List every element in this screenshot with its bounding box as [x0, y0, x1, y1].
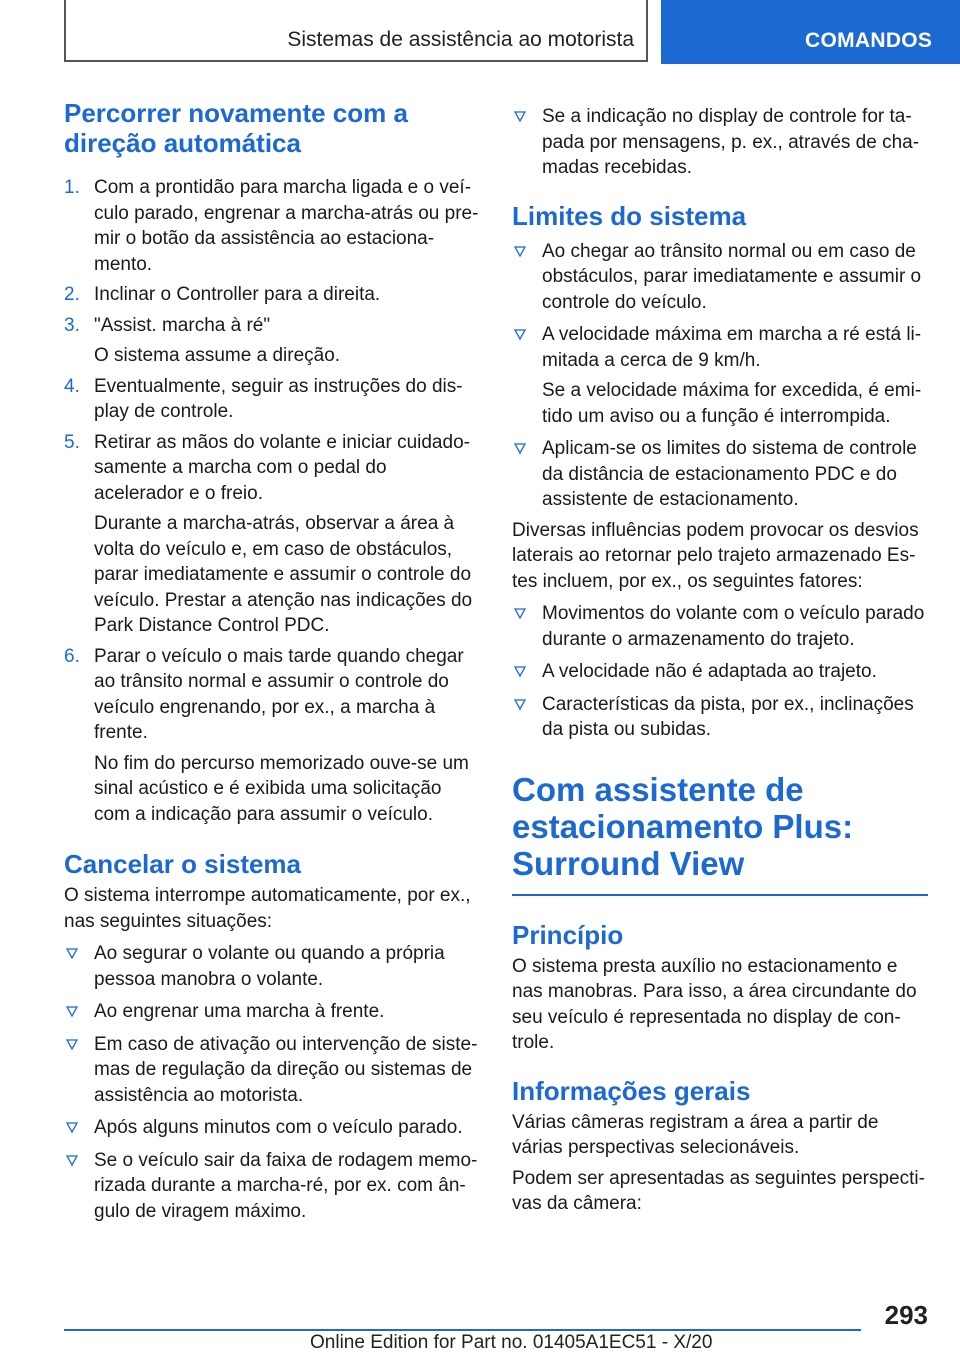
triangle-bullet-icon — [66, 1039, 78, 1051]
bullet-text: A velocidade não é adaptada ao trajeto. — [542, 661, 877, 682]
triangle-bullet-icon — [66, 1006, 78, 1018]
section-tab-label: COMANDOS — [805, 29, 933, 52]
bullet-item — [512, 692, 928, 743]
heading-repeat-route: Percorrer novamente com a direção automática — [64, 98, 408, 158]
step-number: 5. — [64, 431, 80, 453]
page-number: 293 — [884, 1300, 928, 1330]
principle-text: O sistema presta auxílio no estacionamento e nas manobras. Para isso, a área circundante do seu veículo é representada no display de controle. — [512, 955, 917, 1053]
triangle-bullet-icon — [514, 246, 526, 258]
triangle-bullet-icon — [514, 111, 526, 123]
bullet-text: Movimentos do volante com o veículo parado durante o armazenamento do trajeto. — [542, 603, 925, 650]
bullet-item — [512, 104, 928, 181]
step-number: 4. — [64, 375, 80, 397]
left-column — [64, 98, 480, 1231]
footer-line — [64, 1329, 861, 1331]
bullet-item — [512, 659, 928, 685]
step-text: Eventualmente, seguir as instruções do display de controle. — [94, 375, 463, 422]
info-text-2: Podem ser apresentadas as seguintes perspectivas da câmera: — [512, 1167, 925, 1214]
heading-general-info: Informações gerais — [512, 1075, 751, 1106]
step-extra: Durante a marcha-atrás, observar a área à volta do veículo e, em caso de obstáculos, parar imediatamente e assumir o controle do veículo. Prestar a atenção nas indicações do Park Distance Control PDC. — [94, 513, 473, 636]
cancel-intro: O sistema interrompe automaticamente, por ex., nas seguintes situações: — [64, 885, 471, 932]
section-title: Sistemas de assistência ao motorista — [287, 28, 634, 51]
step-number: 6. — [64, 645, 80, 667]
step-extra: O sistema assume a direção. — [94, 345, 341, 366]
step-number: 2. — [64, 284, 80, 305]
influences-paragraph: Diversas influências podem provocar os desvios laterais ao retornar pelo trajeto armazenado Estes incluem, por ex., os seguintes fatores: — [512, 519, 919, 592]
step-text: "Assist. marcha à ré" — [94, 314, 271, 336]
bullet-text: Ao engrenar uma marcha à frente. — [94, 1001, 385, 1022]
bullet-item — [512, 239, 928, 316]
step-item — [64, 374, 480, 425]
triangle-bullet-icon — [514, 608, 526, 620]
section-divider — [512, 894, 928, 896]
bullet-item — [64, 941, 480, 992]
bullet-text: Se o veículo sair da faixa de rodagem memorizada durante a marcha-ré, por ex. com ângulo de viragem máximo. — [94, 1149, 478, 1222]
bullet-item — [64, 1032, 480, 1109]
right-column — [512, 104, 928, 1217]
step-extra: No fim do percurso memorizado ouve-se um sinal acústico e é exibida uma solicitação com a indicação para assumir o veículo. — [94, 752, 469, 825]
heading-surround-view: Com assistente de estacionamento Plus: Surround View — [512, 770, 854, 882]
bullet-text: Se a indicação no display de controle for tapada por mensagens, p. ex., através de chamadas recebidas. — [542, 106, 920, 178]
triangle-bullet-icon — [66, 1155, 78, 1167]
heading-principle: Princípio — [512, 919, 624, 950]
step-text: Inclinar o Controller para a direita. — [94, 284, 381, 305]
step-item — [64, 175, 480, 277]
triangle-bullet-icon — [514, 666, 526, 678]
bullet-item — [64, 1148, 480, 1225]
heading-cancel-system: Cancelar o sistema — [64, 849, 302, 879]
bullet-text: Ao chegar ao trânsito normal ou em caso de obstáculos, parar imediatamente e assumir o controle do veículo. — [542, 240, 922, 313]
step-item — [64, 282, 480, 308]
bullet-text: Aplicam-se os limites do sistema de controle da distância de estacionamento PDC e do assistente de estacionamento. — [542, 438, 917, 510]
step-number: 1. — [64, 177, 80, 198]
triangle-bullet-icon — [514, 329, 526, 341]
bullet-item — [512, 601, 928, 652]
bullet-item — [512, 436, 928, 513]
bullet-text: A velocidade máxima em marcha a ré está limitada a cerca de 9 km/h. — [542, 324, 922, 371]
step-text: Com a prontidão para marcha ligada e o veículo parado, engrenar a marcha-atrás ou premir o botão da assistência ao estacionamento. — [94, 177, 479, 275]
triangle-bullet-icon — [514, 443, 526, 455]
step-item — [64, 313, 480, 369]
header-box — [64, 0, 648, 62]
bullet-extra: Se a velocidade máxima for excedida, é emitido um aviso ou a função é interrompida. — [542, 380, 922, 427]
triangle-bullet-icon — [514, 699, 526, 711]
bullet-item — [64, 999, 480, 1025]
step-number: 3. — [64, 314, 80, 336]
bullet-item — [64, 1115, 480, 1141]
bullet-text: Após alguns minutos com o veículo parado. — [94, 1117, 463, 1138]
info-text-1: Várias câmeras registram a área a partir de várias perspectivas selecionáveis. — [512, 1111, 879, 1158]
bullet-text: Ao segurar o volante ou quando a própria pessoa manobra o volante. — [94, 943, 445, 990]
bullet-text: Em caso de ativação ou intervenção de sistemas de regulação da direção ou sistemas de assistência ao motorista. — [94, 1033, 478, 1106]
step-text: Parar o veículo o mais tarde quando chegar ao trânsito normal e assumir o controle do veículo engrenando, por ex., a marcha à frente. — [94, 645, 464, 743]
section-tab[interactable] — [661, 0, 960, 64]
triangle-bullet-icon — [66, 948, 78, 960]
step-item — [64, 430, 480, 639]
edition-text: Online Edition for Part no. 01405A1EC51 - X/20 — [310, 1332, 713, 1353]
bullet-text: Características da pista, por ex., inclinações da pista ou subidas. — [542, 693, 914, 740]
triangle-bullet-icon — [66, 1122, 78, 1134]
heading-system-limits: Limites do sistema — [512, 200, 747, 231]
bullet-item — [512, 322, 928, 429]
step-item — [64, 644, 480, 828]
step-text: Retirar as mãos do volante e iniciar cuidadosamente a marcha com o pedal do acelerador e o freio. — [94, 431, 470, 504]
